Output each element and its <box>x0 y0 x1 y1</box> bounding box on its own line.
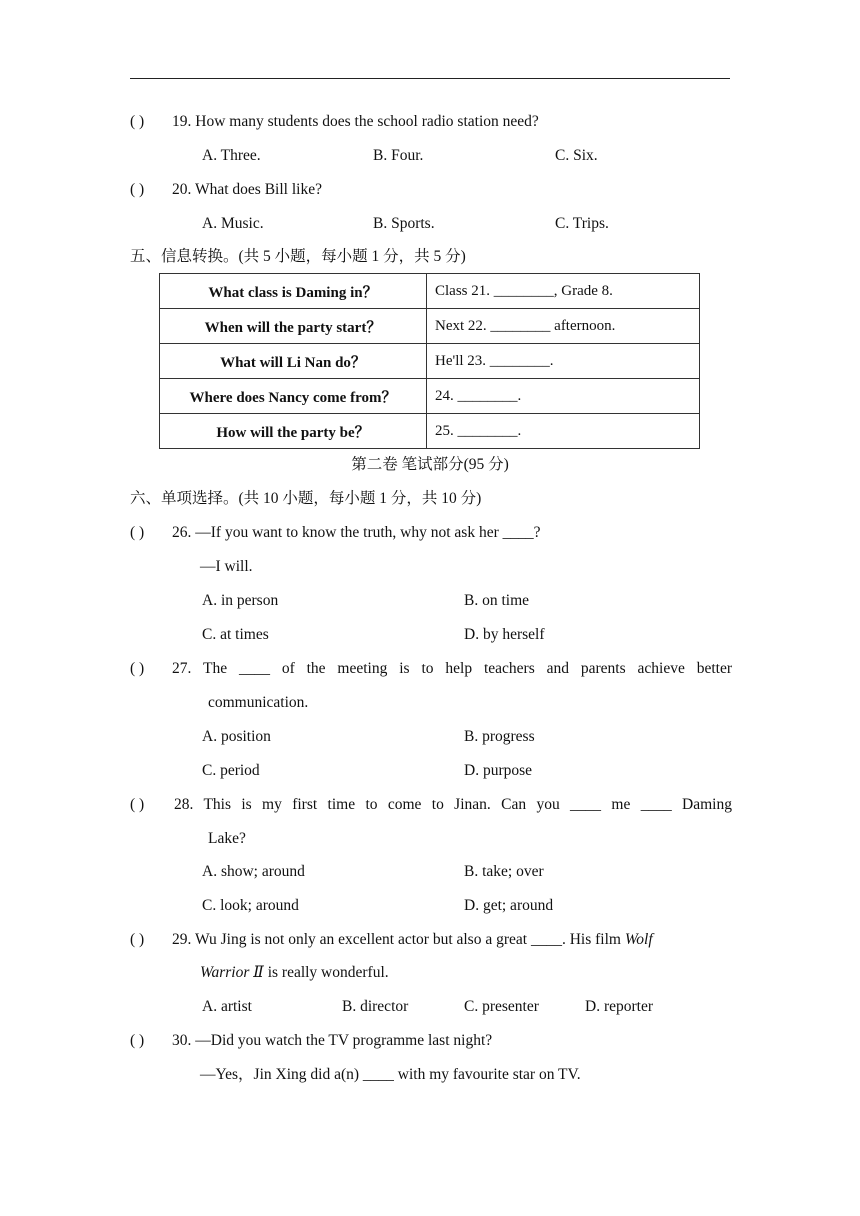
option-27-d: D. purpose <box>464 762 533 779</box>
question-29 <box>172 930 653 950</box>
answer-paren-20: ( ) <box>130 181 145 198</box>
question-27-cont: communication. <box>208 694 309 711</box>
table-row <box>160 414 700 449</box>
table-answer: He'll 23. ________. <box>427 344 700 379</box>
question-29-cont-text: is really wonderful. <box>263 964 389 981</box>
table-row <box>160 379 700 414</box>
film-title-part1: Wolf <box>624 931 653 948</box>
film-title-part2: Warrior Ⅱ <box>200 964 264 981</box>
question-19: 19. How many students does the school radio station need? <box>172 113 539 130</box>
question-30: 30. —Did you watch the TV programme last night? <box>172 1032 493 1049</box>
option-20-a: A. Music. <box>202 215 264 232</box>
table-row <box>160 309 700 344</box>
part-2-title: 第二卷 笔试部分(95 分) <box>351 456 509 473</box>
option-19-b: B. Four. <box>373 147 424 164</box>
header-rule <box>130 78 730 79</box>
answer-paren-29: ( ) <box>130 931 145 948</box>
question-30-reply: —Yes，Jin Xing did a(n) ____ with my favourite star on TV. <box>200 1066 581 1083</box>
table-question: What will Li Nan do？ <box>160 344 427 379</box>
answer-paren-28: ( ) <box>130 796 145 813</box>
option-29-b: B. director <box>342 998 409 1015</box>
question-26: 26. —If you want to know the truth, why not ask her ____? <box>172 524 541 541</box>
option-26-d: D. by herself <box>464 626 545 643</box>
answer-paren-26: ( ) <box>130 524 145 541</box>
table-question: What class is Daming in？ <box>160 274 427 309</box>
option-28-a: A. show; around <box>202 863 305 880</box>
table-row <box>160 274 700 309</box>
table-answer: Next 22. ________ afternoon. <box>427 309 700 344</box>
option-28-b: B. take; over <box>464 863 544 880</box>
answer-paren-27: ( ) <box>130 660 145 677</box>
option-28-d: D. get; around <box>464 897 554 914</box>
option-29-a: A. artist <box>202 998 252 1015</box>
table-question: Where does Nancy come from？ <box>160 379 427 414</box>
table-answer: 24. ________. <box>427 379 700 414</box>
option-20-b: B. Sports. <box>373 215 435 232</box>
question-29-cont <box>200 963 389 983</box>
table-question: When will the party start？ <box>160 309 427 344</box>
question-28-cont: Lake? <box>208 830 246 847</box>
question-26-reply: —I will. <box>200 558 253 575</box>
question-29-text: 29. Wu Jing is not only an excellent actor but also a great ____. His film <box>172 931 625 948</box>
option-27-b: B. progress <box>464 728 535 745</box>
question-27: 27. The ____ of the meeting is to help teachers and parents achieve better <box>172 660 732 677</box>
answer-paren-19: ( ) <box>130 113 145 130</box>
info-table <box>159 273 700 449</box>
table-answer: Class 21. ________, Grade 8. <box>427 274 700 309</box>
option-20-c: C. Trips. <box>555 215 609 232</box>
option-19-c: C. Six. <box>555 147 598 164</box>
option-27-c: C. period <box>202 762 260 779</box>
option-26-a: A. in person <box>202 592 279 609</box>
question-28: 28. This is my first time to come to Jinan. Can you ____ me ____ Daming <box>174 796 732 813</box>
answer-paren-30: ( ) <box>130 1032 145 1049</box>
option-26-b: B. on time <box>464 592 530 609</box>
table-question: How will the party be？ <box>160 414 427 449</box>
option-26-c: C. at times <box>202 626 269 643</box>
option-28-c: C. look; around <box>202 897 299 914</box>
option-29-d: D. reporter <box>585 998 653 1015</box>
section-6-heading: 六、单项选择。(共 10 小题，每小题 1 分，共 10 分) <box>130 490 482 507</box>
option-29-c: C. presenter <box>464 998 539 1015</box>
section-5-heading: 五、信息转换。(共 5 小题，每小题 1 分，共 5 分) <box>130 248 466 265</box>
table-answer: 25. ________. <box>427 414 700 449</box>
option-19-a: A. Three. <box>202 147 261 164</box>
table-row <box>160 344 700 379</box>
option-27-a: A. position <box>202 728 271 745</box>
question-20: 20. What does Bill like? <box>172 181 322 198</box>
